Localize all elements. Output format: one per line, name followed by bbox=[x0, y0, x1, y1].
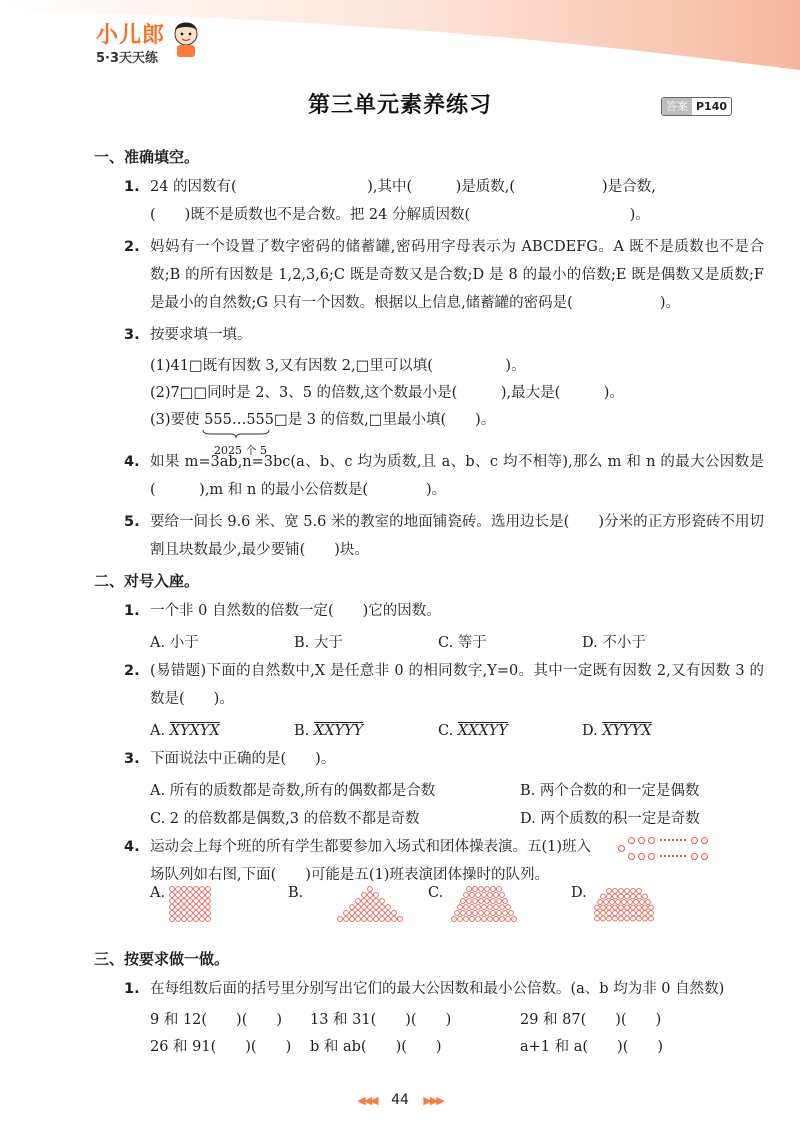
formation-dot bbox=[368, 899, 373, 904]
formation-dot bbox=[368, 893, 373, 898]
formation-dot bbox=[338, 917, 343, 922]
option-d[interactable]: D. 两个质数的积一定是奇数 bbox=[520, 811, 700, 827]
formation-dot bbox=[640, 900, 645, 905]
formation-dot bbox=[637, 905, 642, 910]
gcd-lcm-item: b 和 ab( )( ) bbox=[310, 1039, 442, 1055]
formation-dot bbox=[182, 917, 187, 922]
answer-key-badge bbox=[661, 97, 732, 116]
formation-dot bbox=[607, 905, 612, 910]
formation-dot bbox=[386, 917, 391, 922]
formation-dot bbox=[200, 911, 205, 916]
formation-dot bbox=[643, 911, 648, 916]
formation-dot bbox=[625, 916, 630, 921]
option-a[interactable]: A. 所有的质数都是奇数,所有的偶数都是合数 bbox=[150, 783, 436, 799]
left-arrows-icon: ◀◀◀ bbox=[357, 1094, 377, 1107]
s2-q1-options bbox=[94, 629, 764, 657]
formation-dot bbox=[356, 917, 361, 922]
s1-q3-part-2: (2)7□□同时是 2、3、5 的倍数,这个数最小是( ),最大是( )。 bbox=[150, 385, 624, 401]
formation-dot bbox=[482, 905, 487, 910]
question-number: 1. bbox=[124, 603, 140, 619]
formation-dot bbox=[497, 899, 502, 904]
formation-dot bbox=[494, 917, 499, 922]
formation-dot bbox=[194, 899, 199, 904]
formation-dot bbox=[200, 899, 205, 904]
formation-dot bbox=[649, 905, 654, 910]
formation-dot bbox=[473, 887, 478, 892]
option-b[interactable]: B. 大于 bbox=[294, 635, 343, 651]
answer-key-label: 答案 bbox=[662, 98, 692, 115]
formation-dot bbox=[464, 917, 469, 922]
formation-dot bbox=[467, 899, 472, 904]
formation-dot bbox=[470, 917, 475, 922]
formation-dot bbox=[380, 905, 385, 910]
formation-dot bbox=[604, 900, 609, 905]
formation-dot bbox=[461, 911, 466, 916]
question-text: 下面说法中正确的是( )。 bbox=[150, 751, 336, 767]
formation-dot bbox=[494, 893, 499, 898]
formation-dot bbox=[170, 893, 175, 898]
gcd-lcm-item: 29 和 87( )( ) bbox=[520, 1012, 662, 1028]
question-text: 要给一间长 9.6 米、宽 5.6 米的教室的地面铺瓷砖。选用边长是( )分米的正方形瓷砖不用切割且块数最少,最少要铺( )块。 bbox=[150, 514, 764, 558]
formation-dot bbox=[170, 911, 175, 916]
formation-dot bbox=[643, 916, 648, 921]
gcd-lcm-item: a+1 和 a( )( ) bbox=[520, 1039, 664, 1055]
formation-dot bbox=[628, 900, 633, 905]
formation-dot bbox=[637, 894, 642, 899]
formation-dot bbox=[206, 905, 211, 910]
formation-dot bbox=[188, 905, 193, 910]
option-value: XXXYY bbox=[457, 723, 508, 739]
section-1-title: 一、准确填空。 bbox=[94, 148, 200, 166]
formation-dot bbox=[616, 900, 621, 905]
formation-dot bbox=[503, 911, 508, 916]
s3-question-1 bbox=[94, 975, 764, 1003]
formation-dot bbox=[194, 905, 199, 910]
option-c[interactable]: C. 等于 bbox=[438, 635, 487, 651]
mascot-icon bbox=[168, 18, 204, 58]
s1-q3-part-3 bbox=[94, 407, 764, 457]
question-number: 1. bbox=[124, 981, 140, 997]
option-letter: A. bbox=[150, 723, 166, 739]
s2-question-1 bbox=[94, 597, 764, 625]
formation-dot bbox=[613, 889, 618, 894]
formation-dot bbox=[476, 893, 481, 898]
s1-question-1 bbox=[94, 173, 764, 229]
formation-dot bbox=[601, 905, 606, 910]
formation-dot bbox=[595, 916, 600, 921]
formation-dot bbox=[176, 911, 181, 916]
option-letter: D. bbox=[582, 723, 598, 739]
gcd-lcm-item: 26 和 91( )( ) bbox=[150, 1039, 292, 1055]
formation-dot bbox=[350, 911, 355, 916]
s1-q3-part-3-text: (3)要使 555…555□是 3 的倍数,□里最小填( )。 bbox=[150, 412, 496, 428]
formation-dot bbox=[470, 893, 475, 898]
formation-dot bbox=[392, 917, 397, 922]
formation-dot bbox=[619, 905, 624, 910]
formation-dot bbox=[374, 917, 379, 922]
formation-dot bbox=[356, 905, 361, 910]
formation-dot bbox=[380, 899, 385, 904]
formation-dot bbox=[386, 905, 391, 910]
s2-q3-options bbox=[94, 777, 764, 833]
option-letter: C. bbox=[438, 723, 454, 739]
formation-dot bbox=[362, 917, 367, 922]
formation-dot bbox=[467, 911, 472, 916]
formation-dot bbox=[200, 917, 205, 922]
formation-dot bbox=[631, 916, 636, 921]
formation-dot bbox=[500, 917, 505, 922]
s1-question-4 bbox=[94, 448, 764, 504]
formation-dot bbox=[188, 893, 193, 898]
formation-dot bbox=[194, 887, 199, 892]
formation-dot bbox=[458, 905, 463, 910]
question-text: 在每组数后面的括号里分别写出它们的最大公因数和最小公倍数。(a、b 均为非 0 自然数) bbox=[150, 981, 725, 997]
formation-dot bbox=[464, 893, 469, 898]
formation-dot bbox=[631, 911, 636, 916]
question-text: (易错题)下面的自然数中,X 是任意非 0 的相同数字,Y=0。其中一定既有因数 2,又有因数 3 的数是( )。 bbox=[150, 663, 764, 707]
formation-dot bbox=[200, 905, 205, 910]
formation-dot bbox=[473, 899, 478, 904]
option-a[interactable]: A. 小于 bbox=[150, 635, 199, 651]
formation-dot bbox=[509, 911, 514, 916]
formation-dot bbox=[485, 887, 490, 892]
question-number: 2. bbox=[124, 663, 140, 679]
formation-dot bbox=[455, 911, 460, 916]
formation-dot bbox=[350, 917, 355, 922]
question-number: 3. bbox=[124, 751, 140, 767]
formation-dot bbox=[182, 905, 187, 910]
question-text: 运动会上每个班的所有学生都要参加入场式和团体操表演。五(1)班入 bbox=[150, 839, 592, 855]
fig-label-b[interactable]: B. bbox=[288, 885, 304, 901]
option-value: XYXYX bbox=[169, 723, 220, 739]
formation-dot bbox=[607, 916, 612, 921]
formation-dot bbox=[598, 900, 603, 905]
formation-dot bbox=[476, 917, 481, 922]
formation-dot bbox=[362, 893, 367, 898]
logo-subtitle: 5·3天天练 bbox=[96, 51, 159, 66]
s1-q3-part-1: (1)41□既有因数 3,又有因数 2,□里可以填( )。 bbox=[150, 358, 526, 374]
formation-dot bbox=[374, 905, 379, 910]
formation-dot bbox=[506, 917, 511, 922]
section-2-title: 二、对号入座。 bbox=[94, 572, 200, 590]
formation-dot bbox=[368, 917, 373, 922]
formation-dot bbox=[485, 911, 490, 916]
question-text: 场队列如右图,下面( )可能是五(1)班表演团体操时的队列。 bbox=[150, 867, 549, 883]
s2-q2-options bbox=[94, 717, 764, 745]
formation-dot bbox=[625, 894, 630, 899]
formation-dot bbox=[176, 887, 181, 892]
formation-dot bbox=[200, 893, 205, 898]
formation-dot bbox=[601, 911, 606, 916]
formation-dot bbox=[182, 911, 187, 916]
formation-dot bbox=[170, 899, 175, 904]
formation-dot bbox=[362, 899, 367, 904]
question-text: ( )既不是质数也不是合数。把 24 分解质因数( )。 bbox=[150, 207, 650, 223]
formation-dot bbox=[380, 917, 385, 922]
formation-dot bbox=[625, 889, 630, 894]
formation-dot bbox=[467, 887, 472, 892]
entrance-formation-figure bbox=[628, 833, 708, 863]
formation-dot bbox=[368, 911, 373, 916]
question-number: 4. bbox=[124, 454, 140, 470]
formation-dot bbox=[619, 916, 624, 921]
formation-dot bbox=[503, 899, 508, 904]
question-text: 24 的因数有( ),其中( )是质数,( )是合数, bbox=[150, 179, 656, 195]
formation-dot bbox=[497, 911, 502, 916]
formation-dot bbox=[200, 887, 205, 892]
formation-dot bbox=[194, 911, 199, 916]
s1-question-5 bbox=[94, 508, 764, 564]
formation-dot bbox=[464, 905, 469, 910]
formation-dot bbox=[386, 911, 391, 916]
formation-dot bbox=[188, 911, 193, 916]
formation-dot bbox=[643, 894, 648, 899]
formation-dot bbox=[497, 887, 502, 892]
formation-dot bbox=[398, 917, 403, 922]
formation-dot bbox=[182, 887, 187, 892]
formation-dot bbox=[491, 911, 496, 916]
formation-dot bbox=[607, 894, 612, 899]
formation-dot bbox=[500, 905, 505, 910]
formation-dot bbox=[649, 916, 654, 921]
fig-label-d[interactable]: D. bbox=[571, 885, 587, 901]
formation-dot bbox=[631, 894, 636, 899]
formation-dot bbox=[637, 911, 642, 916]
formation-dot bbox=[188, 887, 193, 892]
formation-figure-d bbox=[592, 885, 662, 925]
formation-dot bbox=[362, 911, 367, 916]
formation-dot bbox=[374, 899, 379, 904]
formation-dot bbox=[595, 911, 600, 916]
formation-dot bbox=[206, 917, 211, 922]
worksheet-content-section3 bbox=[94, 942, 764, 1061]
formation-dot bbox=[488, 893, 493, 898]
formation-dot bbox=[613, 916, 618, 921]
formation-dot bbox=[601, 916, 606, 921]
formation-dot bbox=[344, 911, 349, 916]
formation-dot bbox=[344, 917, 349, 922]
option-d[interactable]: D. 不小于 bbox=[582, 635, 646, 651]
formation-dot bbox=[461, 899, 466, 904]
gcd-lcm-item: 9 和 12( )( ) bbox=[150, 1012, 283, 1028]
question-number: 4. bbox=[124, 839, 140, 855]
s2-question-3 bbox=[94, 745, 764, 773]
right-arrows-icon: ▶▶▶ bbox=[423, 1094, 443, 1107]
formation-dot bbox=[182, 899, 187, 904]
formation-dot bbox=[176, 917, 181, 922]
formation-dot bbox=[622, 900, 627, 905]
formation-dot bbox=[494, 905, 499, 910]
formation-dot bbox=[368, 887, 373, 892]
answer-key-page: P140 bbox=[696, 100, 728, 113]
option-value: XYYYX bbox=[602, 723, 652, 739]
brand-logo bbox=[96, 18, 165, 66]
s3-q1-row-2 bbox=[94, 1034, 764, 1061]
formation-dot bbox=[206, 887, 211, 892]
option-c[interactable]: C. 2 的倍数都是偶数,3 的倍数不都是奇数 bbox=[150, 811, 420, 827]
formation-dot bbox=[176, 899, 181, 904]
logo-text: 小儿郎 bbox=[96, 23, 166, 48]
formation-dot bbox=[646, 900, 651, 905]
formation-dot bbox=[356, 911, 361, 916]
formation-dot bbox=[356, 899, 361, 904]
formation-dot bbox=[362, 905, 367, 910]
formation-dot bbox=[176, 905, 181, 910]
formation-dot bbox=[476, 905, 481, 910]
formation-dot bbox=[625, 911, 630, 916]
formation-figure-a bbox=[168, 885, 228, 925]
formation-dot bbox=[482, 917, 487, 922]
formation-dot bbox=[613, 905, 618, 910]
formation-dot bbox=[170, 887, 175, 892]
fig-label-a[interactable]: A. bbox=[150, 885, 166, 901]
formation-dot bbox=[631, 905, 636, 910]
page-title: 第三单元素养练习 bbox=[307, 93, 492, 118]
formation-dot bbox=[491, 887, 496, 892]
formation-dot bbox=[649, 911, 654, 916]
formation-dot bbox=[206, 911, 211, 916]
formation-dot bbox=[170, 917, 175, 922]
formation-dot bbox=[512, 917, 517, 922]
question-number: 3. bbox=[124, 327, 140, 343]
formation-dot bbox=[613, 894, 618, 899]
formation-dot bbox=[637, 889, 642, 894]
formation-dot bbox=[374, 911, 379, 916]
formation-dot bbox=[380, 911, 385, 916]
s1-question-3 bbox=[94, 321, 764, 349]
formation-dot bbox=[637, 916, 642, 921]
formation-dot bbox=[610, 900, 615, 905]
formation-dot bbox=[188, 899, 193, 904]
formation-dot bbox=[170, 905, 175, 910]
option-letter: B. bbox=[294, 723, 310, 739]
formation-dot bbox=[473, 911, 478, 916]
question-number: 1. bbox=[124, 179, 140, 195]
s2-question-4 bbox=[94, 833, 658, 889]
page-number: 44 bbox=[391, 1092, 409, 1108]
formation-dot bbox=[374, 893, 379, 898]
formation-dot bbox=[595, 905, 600, 910]
formation-dot bbox=[479, 911, 484, 916]
formation-dot bbox=[176, 893, 181, 898]
formation-dot bbox=[188, 917, 193, 922]
formation-dot bbox=[182, 893, 187, 898]
s2-question-2 bbox=[94, 657, 764, 713]
formation-dot bbox=[500, 893, 505, 898]
formation-figure-b bbox=[320, 885, 420, 925]
brace-note: 2025 个 5 bbox=[214, 444, 267, 457]
formation-dot bbox=[194, 917, 199, 922]
s3-q1-row-1 bbox=[94, 1007, 764, 1034]
formation-dot bbox=[488, 905, 493, 910]
option-a[interactable] bbox=[150, 717, 294, 745]
question-number: 2. bbox=[124, 239, 140, 255]
formation-dot bbox=[488, 917, 493, 922]
section-3-title: 三、按要求做一做。 bbox=[94, 950, 230, 968]
formation-dot bbox=[206, 899, 211, 904]
formation-dot bbox=[350, 905, 355, 910]
question-text: 妈妈有一个设置了数字密码的储蓄罐,密码用字母表示为 ABCDEFG。A 既不是质数也不是合数;B 的所有因数是 1,2,3,6;C 既是奇数又是合数;D 是 8 的最小的倍数;E 既是偶数又是质数;F 是最小的自然数;G 只有一个因数。根据以上信息,储蓄罐的密码是( )。 bbox=[150, 239, 764, 311]
s1-question-2 bbox=[94, 233, 764, 317]
formation-dot bbox=[470, 905, 475, 910]
formation-dot bbox=[194, 893, 199, 898]
option-value: XXYYY bbox=[313, 723, 364, 739]
formation-dot bbox=[479, 899, 484, 904]
formation-dot bbox=[491, 899, 496, 904]
formation-dot bbox=[619, 894, 624, 899]
formation-dot bbox=[392, 911, 397, 916]
formation-dot bbox=[607, 889, 612, 894]
option-b[interactable] bbox=[294, 717, 438, 745]
formation-dot bbox=[479, 887, 484, 892]
formation-dot bbox=[607, 911, 612, 916]
gcd-lcm-item: 13 和 31( )( ) bbox=[310, 1012, 452, 1028]
question-number: 5. bbox=[124, 514, 140, 530]
question-text: 一个非 0 自然数的倍数一定( )它的因数。 bbox=[150, 603, 441, 619]
worksheet-content bbox=[94, 140, 764, 893]
formation-dot bbox=[482, 893, 487, 898]
question-text: 按要求填一填。 bbox=[150, 327, 252, 343]
fig-label-c[interactable]: C. bbox=[428, 885, 444, 901]
formation-dot bbox=[506, 905, 511, 910]
formation-dot bbox=[619, 911, 624, 916]
option-c[interactable] bbox=[438, 717, 582, 745]
formation-dot bbox=[452, 917, 457, 922]
option-d[interactable] bbox=[582, 717, 726, 745]
formation-options bbox=[150, 885, 790, 925]
formation-dot bbox=[613, 911, 618, 916]
formation-dot bbox=[625, 905, 630, 910]
formation-dot bbox=[601, 894, 606, 899]
formation-dot bbox=[206, 893, 211, 898]
formation-dot bbox=[634, 900, 639, 905]
formation-dot bbox=[458, 917, 463, 922]
formation-dot bbox=[368, 905, 373, 910]
question-text: 如果 m=3ab,n=3bc(a、b、c 均为质数,且 a、b、c 均不相等),那么 m 和 n 的最大公因数是( ),m 和 n 的最小公倍数是( )。 bbox=[150, 454, 764, 498]
formation-dot bbox=[619, 889, 624, 894]
option-b[interactable]: B. 两个合数的和一定是偶数 bbox=[520, 783, 700, 799]
formation-dot bbox=[485, 899, 490, 904]
page-footer bbox=[0, 1092, 800, 1108]
formation-dot bbox=[643, 905, 648, 910]
formation-dot bbox=[631, 889, 636, 894]
formation-figure-c bbox=[448, 885, 528, 925]
